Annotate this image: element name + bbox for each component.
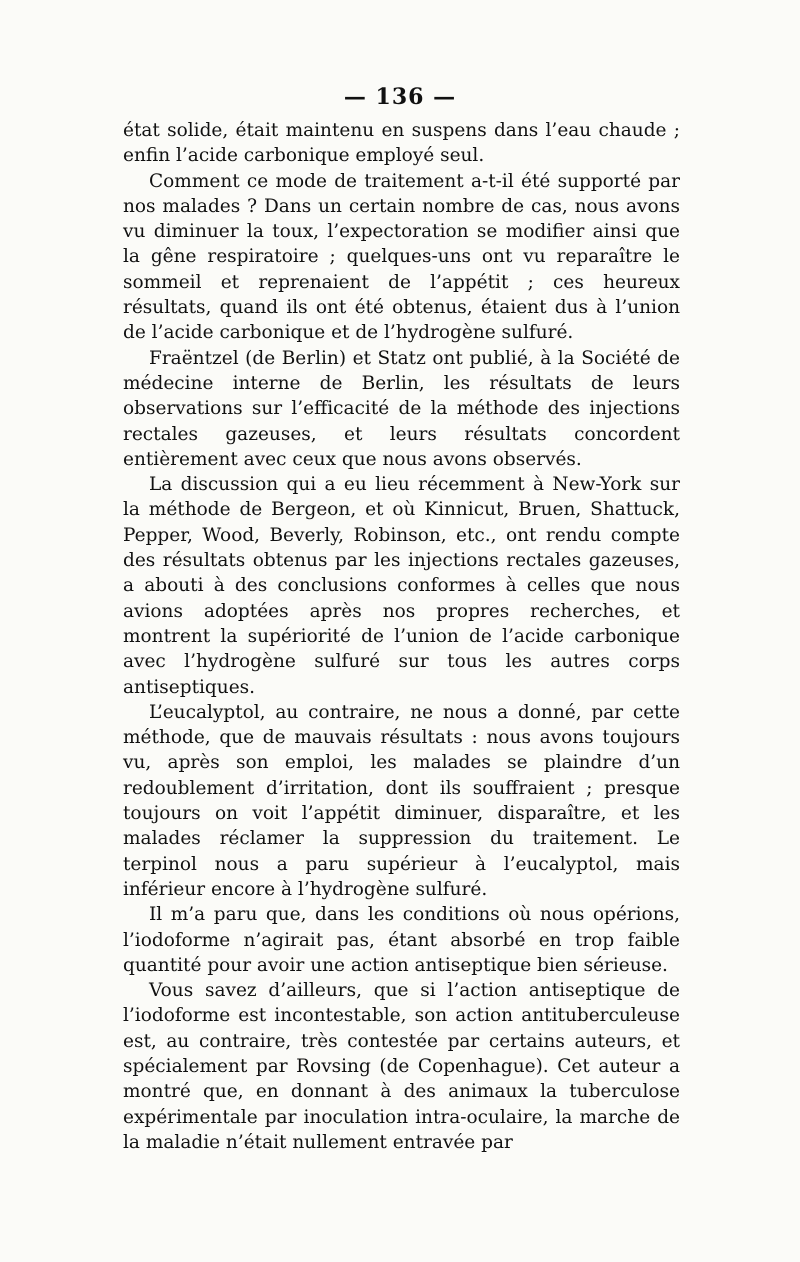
paragraph: Fraëntzel (de Berlin) et Statz ont publié, à la Société de médecine interne de Berlin, les résultats de leurs observations sur l’efficacité de la méthode des injections rectales gazeuses, et leurs résultats concordent entièrement avec ceux que nous avons observés.: [123, 347, 680, 470]
body-text: [123, 118, 680, 1155]
paragraph: état solide, était maintenu en suspens dans l’eau chaude ; enfin l’acide carbonique employé seul.: [123, 120, 680, 167]
paragraph: La discussion qui a eu lieu récemment à New-York sur la méthode de Bergeon, et où Kinnicut, Bruen, Shattuck, Pepper, Wood, Beverly, Robinson, etc., ont rendu compte des résultats obtenus par les injections rectales gazeuses, a abouti à des conclusions conformes à celles que nous avions adoptées après nos propres recherches, et montrent la supériorité de l’union de l’acide carbonique avec l’hydrogène sulfuré sur tous les autres corps antiseptiques.: [123, 474, 680, 698]
paragraph: Il m’a paru que, dans les conditions où nous opérions, l’iodoforme n’agirait pas, étant absorbé en trop faible quantité pour avoir une action antiseptique bien sérieuse.: [123, 904, 680, 976]
paragraph: Comment ce mode de traitement a-t-il été supporté par nos malades ? Dans un certain nombre de cas, nous avons vu diminuer la toux, l’expectoration se modifier ainsi que la gêne respiratoire ; quelques-uns ont vu reparaître le sommeil et reprenaient de l’appétit ; ces heureux résultats, quand ils ont été obtenus, étaient dus à l’union de l’acide carbonique et de l’hydrogène sulfuré.: [123, 170, 680, 344]
page-number: — 136 —: [343, 84, 457, 110]
paragraph: Vous savez d’ailleurs, que si l’action antiseptique de l’iodoforme est incontestable, son action antituberculeuse est, au contraire, très contestée par certains auteurs, et spécialement par Rovsing (de Copenhague). Cet auteur a montré que, en donnant à des animaux la tuberculose expérimentale par inoculation intra-oculaire, la marche de la maladie n’était nullement entravée par: [123, 980, 680, 1153]
paragraph: L’eucalyptol, au contraire, ne nous a donné, par cette méthode, que de mauvais résultats : nous avons toujours vu, après son emploi, les malades se plaindre d’un redoublement d’irritation, dont ils souffraient ; presque toujours on voit l’appétit diminuer, disparaître, et les malades réclamer la suppression du traitement. Le terpinol nous a paru supérieur à l’eucalyptol, mais inférieur encore à l’hydrogène sulfuré.: [123, 701, 680, 900]
